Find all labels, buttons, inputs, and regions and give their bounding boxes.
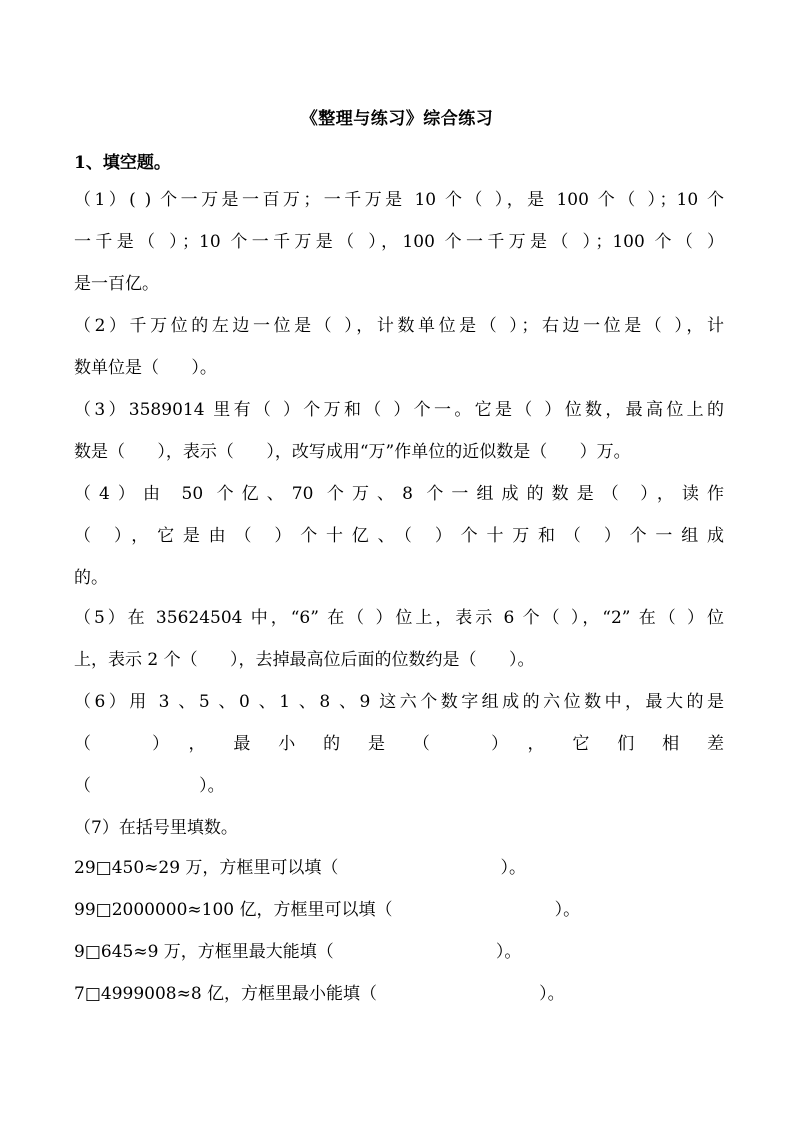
question-3-line-2: 数是（ ），表示（ ），改写成用“万”作单位的近似数是（ ）万。 xyxy=(74,442,631,462)
question-7-item-4: 7□4999008≈8 亿，方框里最小能填（ ）。 xyxy=(74,984,565,1004)
question-1-line-1: （1）( ) 个一万是一百万；一千万是 10 个（ ），是 100 个（ ）；10 个 xyxy=(74,190,724,210)
question-5-line-2: 上，表示 2 个（ ），去掉最高位后面的位数约是（ ）。 xyxy=(74,650,535,670)
question-7-item-1: 29□450≈29 万，方框里可以填（ ）。 xyxy=(74,858,527,878)
section-heading: 1、填空题。 xyxy=(74,153,171,173)
question-6-line-3: （ ）。 xyxy=(74,776,225,796)
worksheet-title: 《整理与练习》综合练习 xyxy=(300,109,494,129)
question-7-item-2: 99□2000000≈100 亿，方框里可以填（ ）。 xyxy=(74,900,581,920)
question-2-line-2: 数单位是（ ）。 xyxy=(74,358,217,378)
question-1-line-2: 一千是（ ）；10 个一千万是（ ），100 个一千万是（ ）；100 个（ ） xyxy=(74,232,724,252)
question-7-heading: （7）在括号里填数。 xyxy=(74,818,238,838)
question-4-line-3: 的。 xyxy=(74,568,108,588)
question-6-line-1: （6）用 3 、5 、0 、1 、8 、9 这六个数字组成的六位数中，最大的是 xyxy=(74,692,724,712)
question-2-line-1: （2）千万位的左边一位是（ ），计数单位是（ ）；右边一位是（ ），计 xyxy=(74,316,724,336)
question-4-line-2: （ ），它是由（ ）个十亿、（ ）个十万和（ ）个一组成 xyxy=(74,526,724,546)
question-7-item-3: 9□645≈9 万，方框里最大能填（ ）。 xyxy=(74,942,522,962)
question-5-line-1: （5）在 35624504 中，“6” 在（ ）位上，表示 6 个（ ），“2” 在（ ）位 xyxy=(74,608,724,628)
question-4-line-1: （4）由 50 个亿、70 个万、8 个一组成的数是（ ），读作 xyxy=(74,484,724,504)
question-6-line-2: （ ），最小的是（ ），它们相差 xyxy=(74,734,724,754)
question-3-line-1: （3）3589014 里有（ ）个万和（ ）个一。它是（ ）位数，最高位上的 xyxy=(74,400,724,420)
question-1-line-3: 是一百亿。 xyxy=(74,274,159,294)
